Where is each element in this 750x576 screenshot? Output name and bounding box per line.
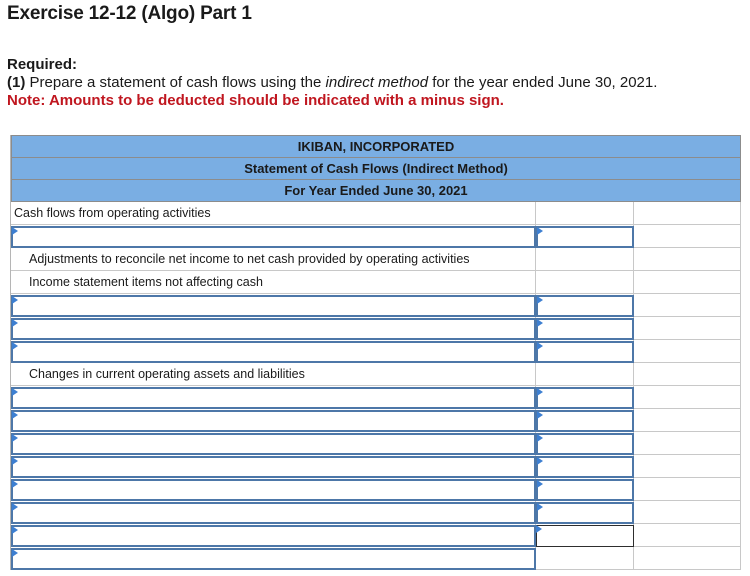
line-item-select[interactable] [11, 226, 536, 248]
instruction-pre: Prepare a statement of cash flows using the [25, 74, 326, 91]
amount-input[interactable] [536, 318, 634, 340]
amount-input[interactable] [536, 226, 634, 248]
amount-input[interactable] [536, 410, 634, 432]
amount-input[interactable] [536, 387, 634, 409]
income-items-label: Income statement items not affecting cash [29, 275, 263, 289]
dropdown-flag-icon [12, 480, 18, 488]
amount-input[interactable] [536, 433, 634, 455]
line-item-select[interactable] [11, 525, 536, 547]
dropdown-flag-icon [537, 480, 543, 488]
row-input-4 [11, 340, 741, 363]
row-input-11 [11, 524, 741, 547]
dropdown-flag-icon [537, 296, 543, 304]
row-input-12 [11, 547, 741, 570]
line-item-select[interactable] [11, 318, 536, 340]
dropdown-flag-icon [12, 411, 18, 419]
row-operating-header [11, 202, 741, 225]
line-item-select[interactable] [11, 479, 536, 501]
dropdown-flag-icon [537, 388, 543, 396]
note-text: Note: Amounts to be deducted should be indicated with a minus sign. [7, 92, 504, 109]
row-input-8 [11, 455, 741, 478]
row-adjustments-header [11, 248, 741, 271]
changes-label: Changes in current operating assets and liabilities [29, 367, 305, 381]
dropdown-flag-icon [12, 342, 18, 350]
dropdown-flag-icon [536, 525, 542, 533]
dropdown-flag-icon [537, 457, 543, 465]
row-input-1 [11, 225, 741, 248]
instruction-method: indirect method [325, 74, 429, 91]
row-input-5 [11, 386, 741, 409]
row-input-7 [11, 432, 741, 455]
row-input-10 [11, 501, 741, 524]
dropdown-flag-icon [12, 457, 18, 465]
operating-activities-label: Cash flows from operating activities [14, 206, 211, 220]
dropdown-flag-icon [12, 434, 18, 442]
dropdown-flag-icon [537, 434, 543, 442]
company-name: IKIBAN, INCORPORATED [11, 135, 741, 158]
dropdown-flag-icon [537, 342, 543, 350]
line-item-select[interactable] [11, 548, 536, 570]
dropdown-flag-icon [12, 319, 18, 327]
statement-period: For Year Ended June 30, 2021 [11, 180, 741, 202]
row-input-6 [11, 409, 741, 432]
amount-input[interactable] [536, 295, 634, 317]
dropdown-flag-icon [537, 503, 543, 511]
dropdown-flag-icon [12, 526, 18, 534]
dropdown-flag-icon [537, 319, 543, 327]
instruction-post: for the year ended June 30, 2021. [428, 74, 658, 91]
dropdown-flag-icon [12, 503, 18, 511]
row-income-items-header [11, 271, 741, 294]
instruction-text [7, 74, 657, 91]
amount-input[interactable] [536, 525, 634, 547]
line-item-select[interactable] [11, 341, 536, 363]
amount-input[interactable] [536, 479, 634, 501]
line-item-select[interactable] [11, 433, 536, 455]
dropdown-flag-icon [537, 227, 543, 235]
cash-flow-worksheet [10, 135, 741, 570]
row-input-3 [11, 317, 741, 340]
amount-input[interactable] [536, 502, 634, 524]
line-item-select[interactable] [11, 387, 536, 409]
required-label: Required: [7, 56, 78, 73]
statement-title: Statement of Cash Flows (Indirect Method) [11, 158, 741, 180]
row-input-2 [11, 294, 741, 317]
dropdown-flag-icon [12, 227, 18, 235]
line-item-select[interactable] [11, 410, 536, 432]
amount-input[interactable] [536, 341, 634, 363]
line-item-select[interactable] [11, 502, 536, 524]
adjustments-label: Adjustments to reconcile net income to net cash provided by operating activities [29, 252, 470, 266]
dropdown-flag-icon [12, 388, 18, 396]
amount-input[interactable] [536, 456, 634, 478]
exercise-title: Exercise 12-12 (Algo) Part 1 [7, 3, 252, 24]
line-item-select[interactable] [11, 456, 536, 478]
dropdown-flag-icon [12, 296, 18, 304]
dropdown-flag-icon [537, 411, 543, 419]
dropdown-flag-icon [12, 549, 18, 557]
row-changes-header [11, 363, 741, 386]
instruction-number: (1) [7, 74, 26, 91]
line-item-select[interactable] [11, 295, 536, 317]
row-input-9 [11, 478, 741, 501]
